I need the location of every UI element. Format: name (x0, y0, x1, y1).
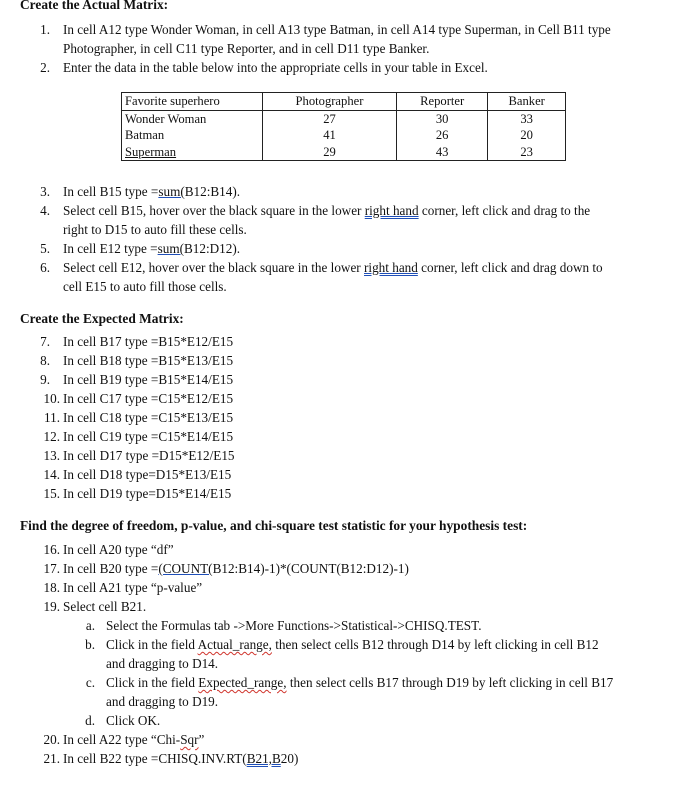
table-header: Banker (488, 93, 566, 111)
section-heading-expected-matrix: Create the Expected Matrix: (20, 311, 184, 326)
item-text: In cell A21 type “p-value” (63, 580, 203, 595)
table-cell: Wonder Woman (122, 110, 263, 127)
item-text: Select cell B21. (63, 599, 147, 614)
item-number: 12. (43, 429, 60, 444)
table-cell: 30 (396, 110, 487, 127)
item-text-part: Select cell B15, hover over the black square in the lower (63, 203, 365, 218)
item-number: 19. (43, 599, 60, 614)
item-text-part: In cell A22 type “Chi- (63, 732, 181, 747)
table-header: Favorite superhero (122, 93, 263, 111)
item-text-part: B12:B14). (184, 184, 241, 199)
item-text-part: corner, left click and drag down to (417, 260, 603, 275)
item-text: and dragging to D19. (106, 694, 219, 709)
item-text (63, 202, 590, 221)
item-text (63, 183, 240, 202)
item-text: In cell C17 type =C15*E12/E15 (63, 391, 234, 406)
table-row (122, 144, 566, 161)
item-text: In cell C18 type =C15*E13/E15 (63, 410, 234, 425)
item-text: In cell D18 type=D15*E13/E15 (63, 467, 232, 482)
table-header: Reporter (396, 93, 487, 111)
item-letter: d. (85, 713, 95, 728)
item-number: 3. (40, 184, 50, 199)
formula-link: sum( (157, 241, 184, 256)
item-text-part: Select cell E12, hover over the black square in the lower (63, 260, 365, 275)
table-cell: 33 (488, 110, 566, 127)
item-text: Click OK. (106, 713, 161, 728)
item-text-part: 20) (280, 751, 299, 766)
item-text (106, 674, 613, 693)
item-text: Enter the data in the table below into the appropriate cells in your table in Excel. (63, 60, 488, 75)
item-text: Select the Formulas tab ->More Functions->Statistical->CHISQ.TEST. (106, 618, 482, 633)
table-cell: Batman (122, 127, 263, 144)
table-cell: 29 (263, 144, 397, 161)
table-header: Photographer (263, 93, 397, 111)
item-letter: b. (85, 637, 95, 652)
section-heading-hypothesis-test: Find the degree of freedom, p-value, and chi-square test statistic for your hypothesis test: (20, 518, 528, 533)
item-text: In cell A12 type Wonder Woman, in cell A13 type Batman, in cell A14 type Superman, in Cell B11 type (63, 22, 611, 37)
spellcheck-underline: B21,B (246, 751, 281, 766)
item-text: In cell D19 type=D15*E14/E15 (63, 486, 232, 501)
spellcheck-underline: Sqr (180, 732, 199, 747)
item-number: 5. (40, 241, 50, 256)
section-heading-actual-matrix: Create the Actual Matrix: (20, 0, 169, 12)
item-text-part: B12:D12). (183, 241, 241, 256)
table-cell: Superman (122, 144, 263, 161)
item-text-part: In cell B22 type =CHISQ.INV.RT( (63, 751, 247, 766)
data-table (121, 92, 566, 161)
item-text: and dragging to D14. (106, 656, 219, 671)
item-text (63, 560, 409, 579)
item-number: 1. (40, 22, 50, 37)
item-text-part: In cell B20 type = (63, 561, 159, 576)
item-text: right to D15 to auto fill these cells. (63, 222, 247, 237)
item-number: 14. (43, 467, 60, 482)
item-text: In cell C19 type =C15*E14/E15 (63, 429, 234, 444)
item-number: 11. (44, 410, 60, 425)
formula-link: sum( (158, 184, 185, 199)
table-row (122, 110, 566, 127)
table-cell: 23 (488, 144, 566, 161)
item-text: In cell A20 type “df” (63, 542, 174, 557)
item-letter: c. (85, 675, 95, 690)
item-text-part: then select cells B12 through D14 by left clicking in cell B12 (271, 637, 599, 652)
item-text: cell E15 to auto fill those cells. (63, 279, 227, 294)
item-text: In cell B18 type =B15*E13/E15 (63, 353, 234, 368)
item-number: 20. (43, 732, 60, 747)
item-text-part: Click in the field (106, 675, 199, 690)
item-number: 13. (43, 448, 60, 463)
formula-link: (COUNT( (158, 561, 213, 576)
item-number: 15. (43, 486, 60, 501)
item-text (63, 750, 298, 769)
table-cell: 41 (263, 127, 397, 144)
item-number: 10. (43, 391, 60, 406)
item-text-part: then select cells B17 through D19 by left clicking in cell B17 (286, 675, 614, 690)
item-number: 6. (40, 260, 50, 275)
item-number: 2. (40, 60, 50, 75)
item-text: In cell B17 type =B15*E12/E15 (63, 334, 234, 349)
item-number: 4. (40, 203, 50, 218)
item-text: In cell B19 type =B15*E14/E15 (63, 372, 234, 387)
item-number: 17. (43, 561, 60, 576)
item-number: 8. (40, 353, 50, 368)
item-number: 9. (40, 372, 50, 387)
item-letter: a. (85, 618, 95, 633)
item-number: 18. (43, 580, 60, 595)
item-number: 21. (43, 751, 60, 766)
item-text (63, 259, 603, 278)
item-text (106, 636, 599, 655)
table-cell: 20 (488, 127, 566, 144)
item-text-part: corner, left click and drag to the (418, 203, 591, 218)
item-text (63, 731, 204, 750)
table-cell: 27 (263, 110, 397, 127)
item-text-part: ” (198, 732, 205, 747)
spellcheck-underline: right hand (364, 260, 418, 275)
table-cell: 26 (396, 127, 487, 144)
item-text-part: B12:B14)-1)*(COUNT(B12:D12)-1) (212, 561, 409, 576)
table-cell: 43 (396, 144, 487, 161)
item-text: In cell D17 type =D15*E12/E15 (63, 448, 235, 463)
item-text: Photographer, in cell C11 type Reporter, and in cell D11 type Banker. (63, 41, 430, 56)
item-number: 7. (40, 334, 50, 349)
item-text (63, 240, 240, 259)
item-number: 16. (43, 542, 60, 557)
spellcheck-underline: right hand (364, 203, 419, 218)
item-text-part: Click in the field (106, 637, 198, 652)
spellcheck-underline: Expected_range, (198, 675, 287, 690)
item-text-part: In cell B15 type = (63, 184, 159, 199)
table-row (122, 127, 566, 144)
item-text-part: In cell E12 type = (63, 241, 158, 256)
spellcheck-underline: Actual_range, (197, 637, 272, 652)
